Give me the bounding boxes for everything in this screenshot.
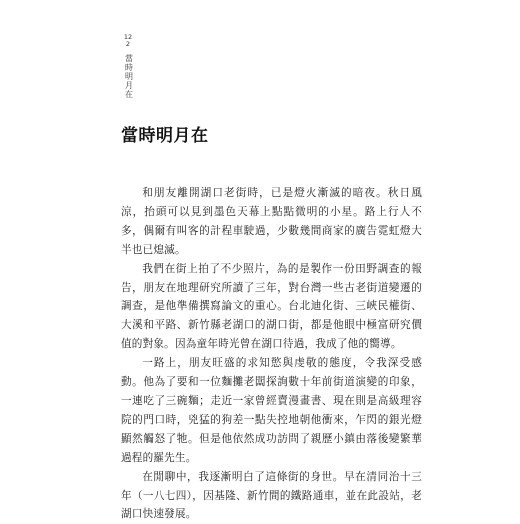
chapter-body xyxy=(121,184,422,524)
paragraph: 我們在街上拍了不少照片，為的是製作一份田野調查的報告，朋友在地理研究所讀了三年，對台灣一些古老街道變遷的調查，是他準備撰寫論文的重心。台北迪化街、三峽民權街、大溪和平路、新竹縣老湖口的湖口街，都是他眼中極富研究價值的對象。因為童年時光曾在湖口待過，我成了他的嚮導。 xyxy=(121,262,422,351)
chapter-title: 當時明月在 xyxy=(121,126,209,146)
running-title: 當時明月在 xyxy=(124,54,134,99)
page-number: 122 xyxy=(123,33,133,48)
paragraph: 在閒聊中，我逐漸明白了這條街的身世。早在清同治十三年（一八七四），因基隆、新竹間的鐵路通車，並在此設站，老湖口快速發展。 xyxy=(121,470,422,521)
running-header xyxy=(123,34,135,99)
paragraph: 一路上，朋友旺盛的求知慾與虔敬的態度，令我深受感動。他為了要和一位麵攤老闆探詢數十年前街道演變的印象，一連吃了三碗麵；走近一家曾經賣漫畫書、現在則是高級理容院的門口時，兇猛的狗差一點失控地朝他衝來，乍閃的銀光燈顯然觸怒了牠。但是他依然成功訪問了親歷小鎮由落後變繁華過程的羅先生。 xyxy=(121,357,422,464)
paragraph: 和朋友離開湖口老街時，已是燈火漸滅的暗夜。秋日風涼，抬頭可以見到墨色天幕上點點微明的小星。路上行人不多，偶爾有叫客的計程車駛過，少數幾間商家的廣告霓虹燈大半也已熄滅。 xyxy=(121,187,422,256)
